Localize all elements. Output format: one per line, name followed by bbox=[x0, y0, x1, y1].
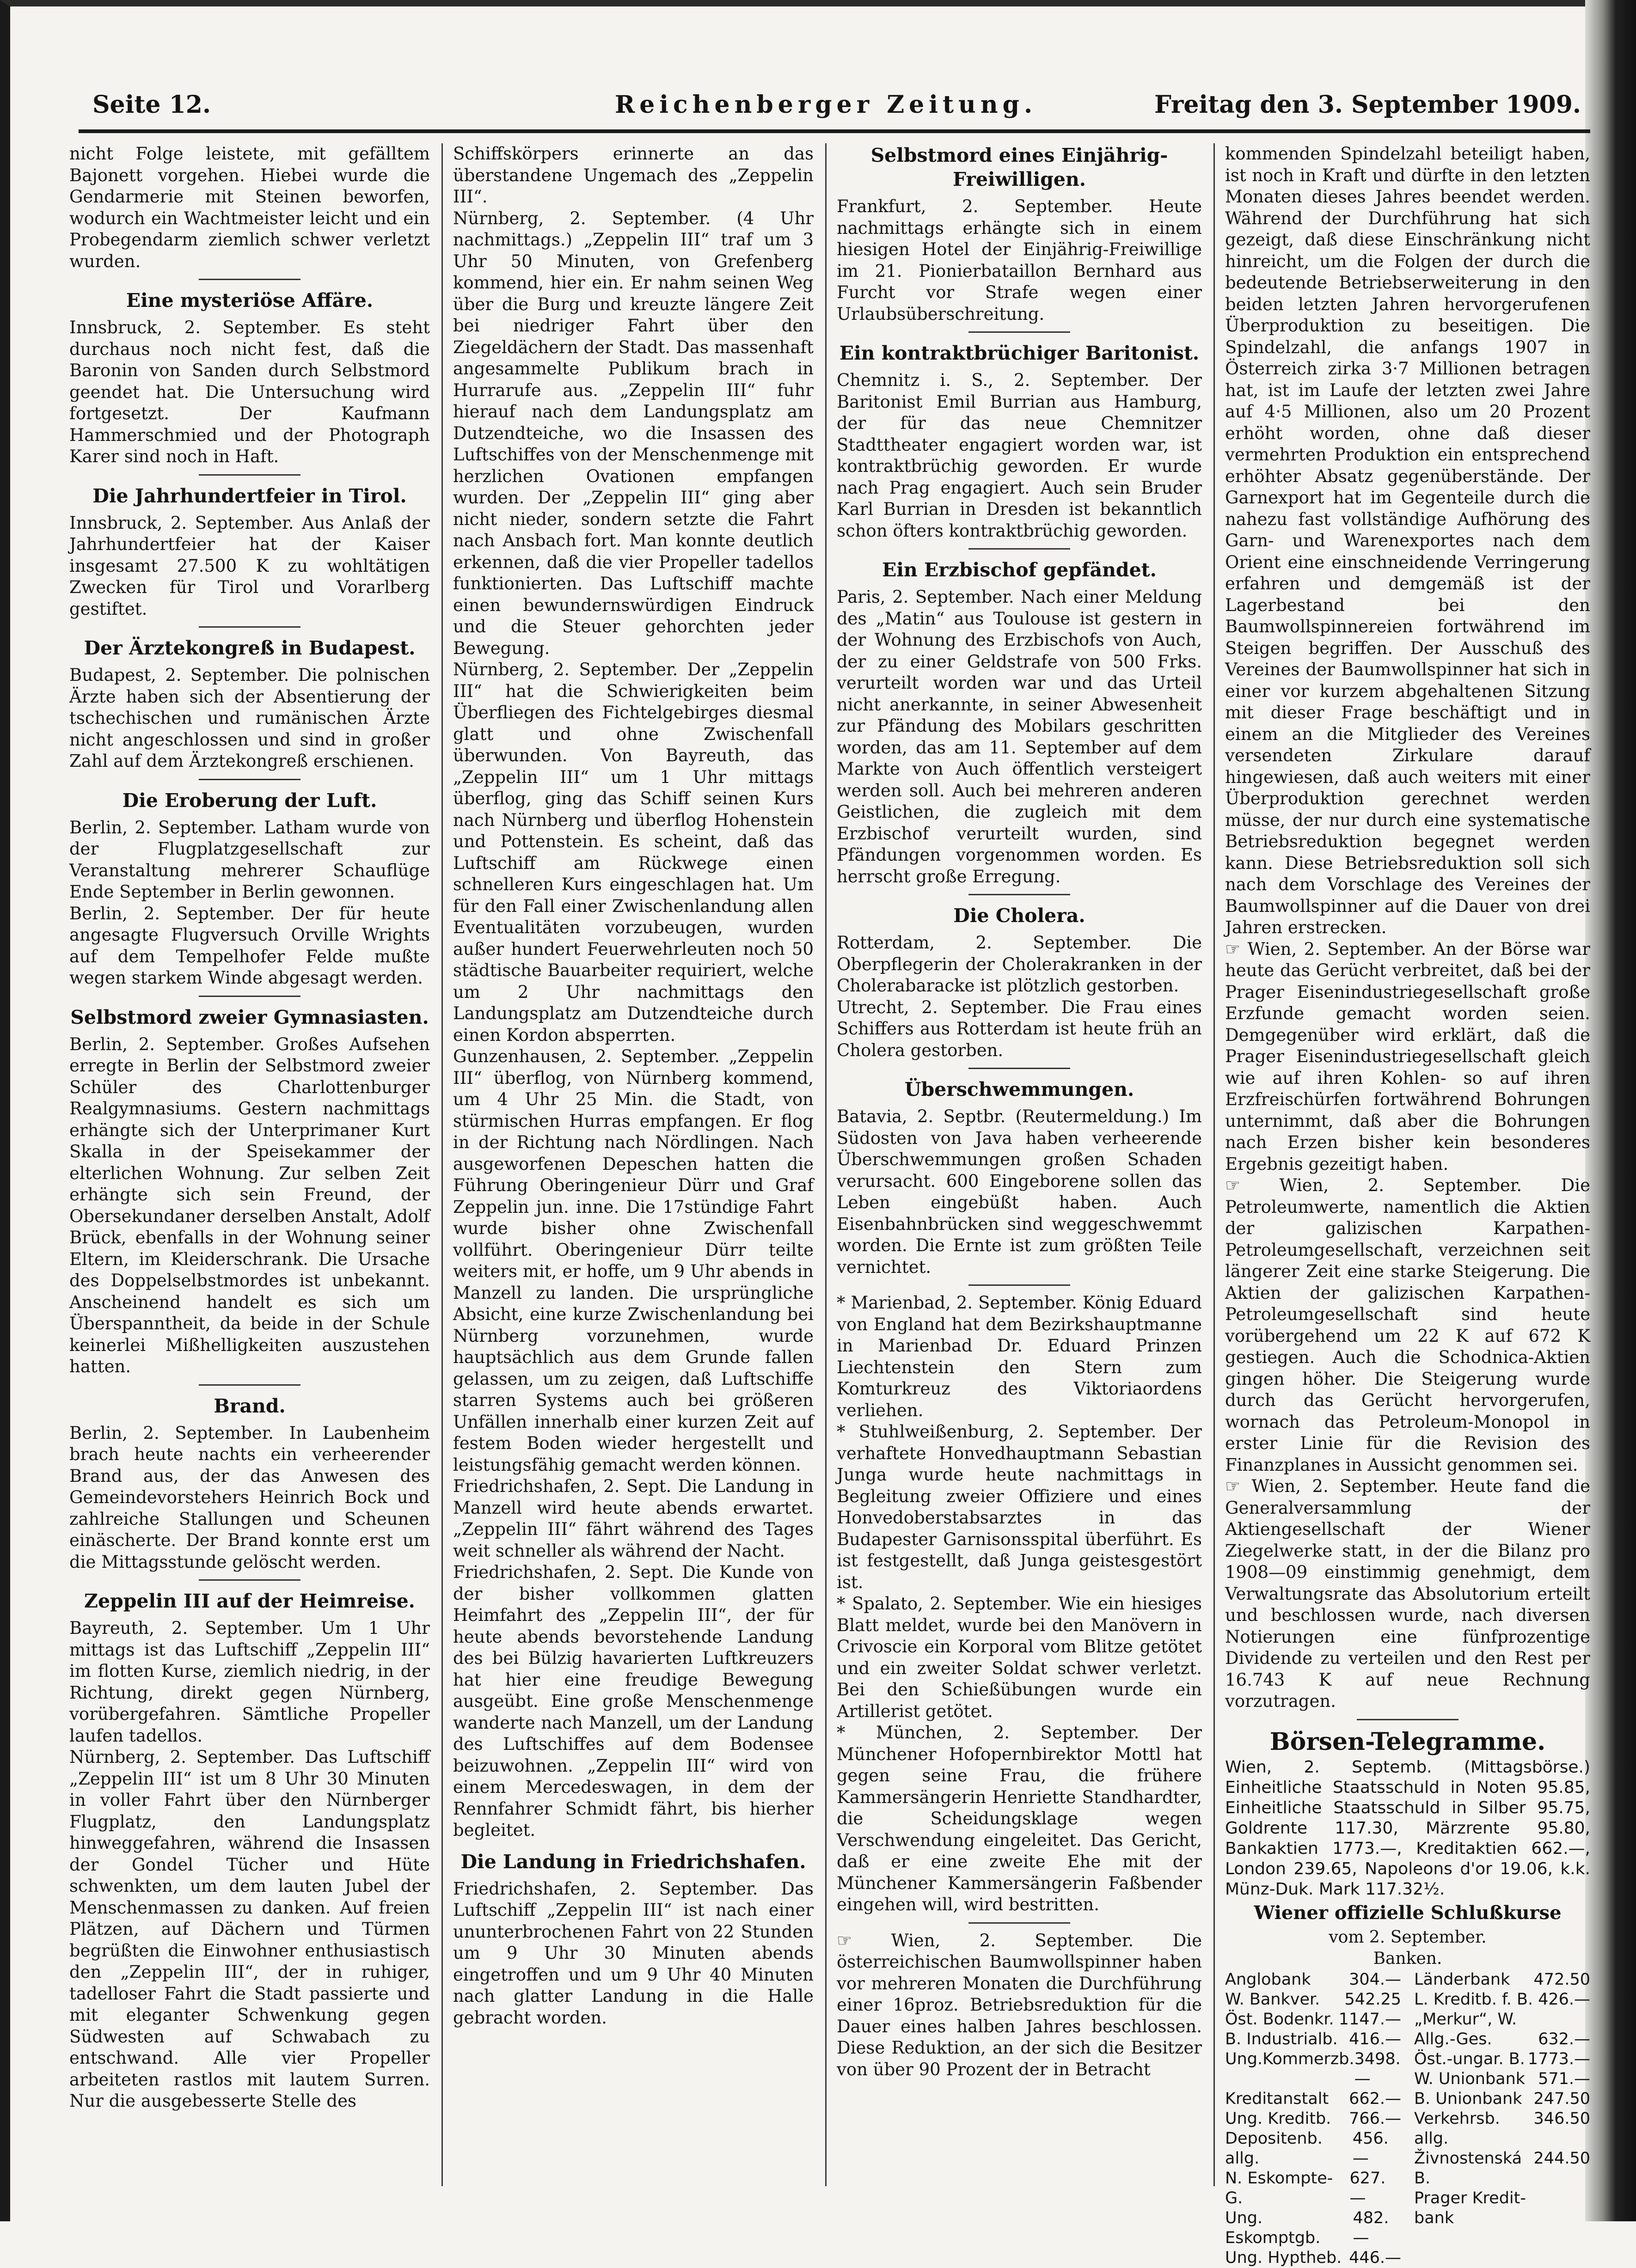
kurs-value: 472.50 bbox=[1533, 1970, 1590, 1989]
kurs-name: bank bbox=[1414, 2208, 1454, 2227]
article-text: Berlin, 2. September. Großes Aufsehen erregte in Berlin der Selbstmord zweier Schüler des Charlottenburger Realgymnasiums. Gestern nachmittags erhängte sich der Unterprimaner Kurt Skalla in der Speisekammer der elterlichen Wohnung. Zur selben Zeit erhängte sich sein Freund, der Obersekundaner derselben Anstalt, Adolf Brück, ebenfalls in der Wohnung seiner Eltern, im Kleiderschrank. Die Ursache des Doppelselbstmordes ist unbekannt. Anscheinend handelt es sich um Überspanntheit, da beide in der Schule keinerlei Mißhelligkeiten auszustehen hatten. bbox=[69, 1034, 430, 1376]
kurs-value: 346.50 bbox=[1533, 2109, 1590, 2128]
kurs-value: 446.— bbox=[1349, 2248, 1401, 2267]
kurs-value: 482.— bbox=[1353, 2208, 1389, 2247]
article-text: Paris, 2. September. Nach einer Meldung des „Matin“ aus Toulouse ist gestern in der Wohnung des Erzbischofs von Auch, der zu einer Geldstrafe von 500 Frks. verurteilt worden war und das Urteil nicht anerkannte, in seiner Abwesenheit zur Pfändung des Mobilars geschritten worden, das am 11. September auf dem Markte von Auch öffentlich versteigert werden soll. Auch bei mehreren anderen Geistlichen, die zugleich mit dem Erzbischof verurteilt wurden, sind Pfändungen vorgenommen worden. Es herrscht große Erregung. bbox=[837, 587, 1202, 886]
kurs-name: Allg.-Ges. bbox=[1414, 2030, 1492, 2048]
article-text: ☞ Wien, 2. September. Heute fand die Generalversammlung der Aktiengesellschaft der Wiener Ziegelwerke statt, in der die Bilanz pro 1908—09 einstimmig genehmigt, dem Verwaltungsrate das Absolutorium erteilt und beschlossen wurde, nach diversen Notierungen eine fünfprozentige Dividende zu verteilen und den Rest per 16.743 K auf neue Rechnung vorzutragen. bbox=[1225, 1476, 1590, 1711]
column-1 bbox=[69, 143, 430, 2186]
column-4 bbox=[1225, 143, 1590, 2267]
divider bbox=[199, 474, 300, 476]
article-text: * Marienbad, 2. September. König Eduard von England hat dem Bezirkshauptmanne in Marienbad Dr. Eduard Prinzen Liechtenstein den Stern zum Komturkreuz des Viktoriaordens verliehen. bbox=[837, 1293, 1202, 1420]
kurs-name: L. Kreditb. f. B. bbox=[1414, 1990, 1533, 2009]
kurs-name: „Merkur“, W. bbox=[1414, 2010, 1517, 2029]
kurs-name: Verkehrsb. allg. bbox=[1414, 2109, 1500, 2148]
article-text: Utrecht, 2. September. Die Frau eines Schiffers aus Rotterdam ist heute früh an Cholera gestorben. bbox=[837, 997, 1202, 1060]
article-text: Berlin, 2. September. Der für heute angesagte Flugversuch Orville Wrights auf dem Tempelhofer Felde mußte wegen starkem Winde abgesagt werden. bbox=[69, 903, 430, 988]
divider bbox=[199, 996, 300, 997]
divider bbox=[1357, 1719, 1458, 1720]
article-title: Selbstmord zweier Gymnasiasten. bbox=[70, 1006, 429, 1028]
kurs-name: N. Eskompte-G. bbox=[1225, 2169, 1333, 2207]
divider bbox=[968, 548, 1070, 550]
column-rule bbox=[441, 143, 443, 2186]
kurs-row bbox=[1225, 1990, 1401, 2010]
column-2 bbox=[453, 143, 814, 2186]
kurs-row bbox=[1414, 2049, 1590, 2069]
kurs-table bbox=[1225, 1970, 1590, 2268]
divider bbox=[968, 894, 1070, 895]
kurs-value: 304.— bbox=[1349, 1970, 1401, 1989]
kurs-value: 542.25 bbox=[1344, 1990, 1401, 2009]
kurs-row bbox=[1414, 2010, 1590, 2030]
kurs-row bbox=[1414, 2089, 1590, 2109]
column-rule bbox=[825, 143, 827, 2186]
article-title: Zeppelin III auf der Heimreise. bbox=[84, 1590, 415, 1612]
kurs-value: 1773.— bbox=[1527, 2049, 1590, 2068]
kurs-row bbox=[1414, 1970, 1590, 1990]
kurs-value: 416.— bbox=[1349, 2030, 1401, 2048]
kurs-title: Wiener offizielle Schlußkurse bbox=[1254, 1902, 1562, 1924]
article-text: Friedrichshafen, 2. Sept. Die Landung in Manzell wird heute abends erwartet. „Zeppelin III“ fährt während des Tages weit schneller als während der Nacht. bbox=[453, 1476, 814, 1561]
article-text: nicht Folge leistete, mit gefälltem Bajonett vorgehen. Hiebei wurde die Gendarmerie mit Steinen beworfen, wodurch ein Wachtmeister leicht und ein Probegendarm ziemlich schwer verletzt wurden. bbox=[69, 144, 430, 271]
article-text: Friedrichshafen, 2. September. Das Luftschiff „Zeppelin III“ ist nach einer ununterbrochenen Fahrt von 22 Stunden um 9 Uhr 30 Minuten abends eingetroffen und um 9 Uhr 40 Minuten nach glatter Landung in die Halle gebracht worden. bbox=[453, 1878, 814, 2028]
article-text: Schiffskörpers erinnerte an das überstandene Ungemach des „Zeppelin III“. bbox=[453, 144, 814, 207]
article-title: Die Cholera. bbox=[953, 905, 1085, 927]
article-text: Nürnberg, 2. September. (4 Uhr nachmittags.) „Zeppelin III“ traf um 3 Uhr 50 Minuten, von Grefenberg kommend, hier ein. Er nahm seinen Weg über die Burg und kreuzte längere Zeit bei niedriger Fahrt über den Ziegeldächern der Stadt. Das massenhaft angesammelte Publikum brach in Hurrarufe aus. „Zeppelin III“ fuhr hierauf nach dem Landungsplatz am Dutzendteiche, wo die Insassen des Luftschiffes von der Menschenmenge mit herzlichen Ovationen empfangen wurden. Der „Zeppelin III“ ging aber nicht nieder, sondern setzte die Fahrt nach Ansbach fort. Man konnte deutlich erkennen, daß die vier Propeller tadellos funktionierten. Das Luftschiff machte einen bewundernswürdigen Eindruck und die Steuer gehorchten jeder Bewegung. bbox=[453, 208, 814, 658]
boerse-text: Wien, 2. Septemb. (Mittagsbörse.) Einheitliche Staatsschuld in Noten 95.85, Einheitliche Staatsschuld in Silber 95.75, Goldrente 117.30, Märzrente 95.80, Bankaktien 1773.—, Kreditaktien 662.—, London 239.65, Napoleons d'or 19.06, k.k. Münz-Duk. Mark 117.32½. bbox=[1225, 1758, 1590, 1899]
boerse-title: Börsen-Telegramme. bbox=[1269, 1727, 1546, 1756]
article-text: Friedrichshafen, 2. Sept. Die Kunde von der bisher vollkommen glatten Heimfahrt des „Zeppelin III“, der für heute abends bevorstehende Landung des bei Bülzig havarierten Luftkreuzers hat hier eine freudige Bewegung ausgeübt. Eine große Menschenmenge wanderte nach Manzell, um der Landung des Luftschiffes auf dem Bodensee beizuwohnen. „Zeppelin III“ wird von einem Mercedeswagen, in dem der Rennfahrer Schmidt fährt, bis hierher begleitet. bbox=[453, 1562, 814, 1840]
article-text: * Spalato, 2. September. Wie ein hiesiges Blatt meldet, wurde bei den Manövern in Crivoscie ein Korporal vom Blitze getötet und ein zweiter Soldat schwer verletzt. Bei den Schießübungen wurde ein Artillerist getötet. bbox=[837, 1594, 1202, 1721]
article-title: Überschwemmungen. bbox=[904, 1078, 1134, 1100]
kurs-name: Ung.Kommerzb. bbox=[1225, 2049, 1354, 2068]
kurs-value: 247.50 bbox=[1533, 2089, 1590, 2108]
kurs-date: vom 2. September. bbox=[1329, 1927, 1487, 1947]
column-3 bbox=[837, 143, 1202, 2186]
article-text: Nürnberg, 2. September. Das Luftschiff „Zeppelin III“ ist um 8 Uhr 30 Minuten in voller Fahrt über den Nürnberger Flugplatz, den Landungsplatz hinweggefahren, während die Insassen der Gondel Tücher und Hüte schwenkten, um dem lauten Jubel der Menschenmassen zu danken. Auf freien Plätzen, auf Dächern und Türmen begrüßten die Einwohner enthusiastisch den „Zeppelin III“, der in ruhiger, tadelloser Fahrt die Stadt passierte und mit eleganter Schwenkung gegen Südwesten auf Schwabach zu entschwand. Alle vier Propeller arbeiteten rastlos mit lautem Surren. Nur die ausgebesserte Stelle des bbox=[69, 1747, 430, 2111]
divider bbox=[199, 279, 300, 280]
kurs-column-left bbox=[1225, 1970, 1401, 2268]
divider bbox=[968, 1068, 1070, 1069]
kurs-name: B. Industrialb. bbox=[1225, 2030, 1338, 2048]
kurs-value: 766.— bbox=[1349, 2109, 1401, 2128]
kurs-row bbox=[1414, 2189, 1590, 2208]
kurs-name: Länderbank bbox=[1414, 1970, 1510, 1989]
divider bbox=[199, 1579, 300, 1581]
kurs-row bbox=[1225, 2049, 1401, 2089]
kurs-value: 662.— bbox=[1349, 2089, 1401, 2108]
kurs-value: 3498.— bbox=[1354, 2049, 1401, 2088]
article-text: Gunzenhausen, 2. September. „Zeppelin III“ überflog, von Nürnberg kommend, um 4 Uhr 25 Min. die Stadt, von stürmischen Hurras empfangen. Er flog in der Richtung nach Nördlingen. Nach ausgeworfenen Depeschen hatten die Führung Oberingenieur Dürr und Graf Zeppelin jun. inne. Die 17stündige Fahrt wurde bisher ohne Zwischenfall vollführt. Oberingenieur Dürr teilte weiters mit, er hoffe, um 9 Uhr abends in Manzell zu landen. Die ursprüngliche Absicht, eine kurze Zwischenlandung bei Nürnberg vorzunehmen, wurde hauptsächlich aus dem Grunde fallen gelassen, um zu zeigen, daß Luftschiffe starren Systems auch bei größeren Unfällen innerhalb einer kurzen Zeit auf festem Boden wieder hergestellt und leistungsfähig gemacht werden können. bbox=[453, 1046, 814, 1475]
article-title: Die Jahrhundertfeier in Tirol. bbox=[92, 484, 407, 507]
kurs-name: Ung. Kreditb. bbox=[1225, 2109, 1331, 2128]
kurs-value: 1147.— bbox=[1338, 2010, 1401, 2029]
newspaper-title: Reichenberger Zeitung. bbox=[615, 91, 1037, 119]
article-text: * Stuhlweißenburg, 2. September. Der verhaftete Honvedhauptmann Sebastian Junga wurde heute nachmittags in Begleitung zweier Offiziere und eines Honvedoberstabsarztes in das Budapester Garnisonsspital überführt. Es ist festgestellt, daß Junga geistesgestört ist. bbox=[837, 1422, 1202, 1592]
kurs-name: W. Bankver. bbox=[1225, 1990, 1320, 2009]
article-text: Chemnitz i. S., 2. September. Der Baritonist Emil Burrian aus Hamburg, der für das neue Chemnitzer Stadttheater engagiert worden war, ist kontraktbrüchig geworden. Er wurde nach Prag engagiert. Auch sein Bruder Karl Burrian in Dresden ist bekanntlich schon öfters kontraktbrüchig geworden. bbox=[837, 370, 1202, 541]
divider bbox=[968, 1284, 1070, 1286]
article-title: Ein kontraktbrüchiger Baritonist. bbox=[839, 342, 1200, 364]
kurs-value: 426.— bbox=[1538, 1990, 1590, 2009]
article-title: Die Eroberung der Luft. bbox=[122, 789, 377, 812]
kurs-row bbox=[1414, 2069, 1590, 2089]
article-title: Selbstmord eines Einjährig-Freiwilligen. bbox=[870, 144, 1168, 190]
kurs-name: Ung. Hyptheb. bbox=[1225, 2248, 1342, 2267]
kurs-name: Živnostenská B. bbox=[1414, 2149, 1522, 2188]
divider bbox=[199, 779, 300, 780]
kurs-column-right bbox=[1414, 1970, 1590, 2268]
newspaper-page bbox=[69, 69, 1590, 2267]
article-text: Nürnberg, 2. September. Der „Zeppelin III“ hat die Schwierigkeiten beim Überfliegen des Fichtelgebirges diesmal glatt und ohne Zwischenfall überwunden. Von Bayreuth, das „Zeppelin III“ um 1 Uhr mittags überflog, ging das Schiff seinen Kurs nach Nürnberg und überflog Hohenstein und Pottenstein. Es scheint, daß das Luftschiff am Rückwege einen schnelleren Kurs eingeschlagen hat. Um für den Fall einer Zwischenlandung allen Eventualitäten vorzubeugen, wurden außer hundert Feuerwehrleuten noch 50 städtische Bauarbeiter requiriert, welche um 2 Uhr nachmittags den Landungsplatz am Dutzendteiche durch einen Kordon absperrten. bbox=[453, 660, 814, 1045]
kurs-name: Kreditanstalt bbox=[1225, 2089, 1329, 2108]
kurs-value: 632.— bbox=[1538, 2030, 1590, 2048]
kurs-row bbox=[1225, 2089, 1401, 2109]
article-text: Frankfurt, 2. September. Heute nachmittags erhängte sich in einem hiesigen Hotel der Einjährig-Freiwillige im 21. Pionierbataillon Bernhard aus Furcht vor Strafe wegen einer Urlaubsüberschreitung. bbox=[837, 196, 1202, 324]
article-title: Eine mysteriöse Affäre. bbox=[126, 289, 374, 312]
kurs-row bbox=[1414, 1990, 1590, 2010]
kurs-name: Prager Kredit- bbox=[1414, 2189, 1526, 2207]
divider bbox=[968, 1922, 1070, 1924]
article-text: ☞ Wien, 2. September. An der Börse war heute das Gerücht verbreitet, daß bei der Prager Eisenindustriegesellschaft große Erzfunde gemacht worden seien. Demgegenüber wird erklärt, daß die Prager Eisenindustriegesellschaft gleich wie auf ihren Kohlen- so auf ihren Erzfreischürfen fortwährend Bohrungen unternimmt, daß aber die Bohrungen nach Erzen bisher kein besonderes Ergebnis gezeitigt haben. bbox=[1225, 939, 1590, 1174]
kurs-row bbox=[1225, 2030, 1401, 2049]
header-rule bbox=[79, 129, 1590, 133]
kurs-name: B. Unionbank bbox=[1414, 2089, 1522, 2108]
kurs-value: 571.— bbox=[1538, 2069, 1590, 2088]
article-title: Brand. bbox=[214, 1394, 286, 1417]
article-title: Ein Erzbischof gepfändet. bbox=[882, 559, 1157, 581]
kurs-name: Öst. Bodenkr. bbox=[1225, 2010, 1334, 2029]
kurs-row bbox=[1414, 2208, 1590, 2228]
kurs-name: Depositenb. allg. bbox=[1225, 2129, 1323, 2168]
kurs-row bbox=[1225, 2109, 1401, 2129]
issue-date: Freitag den 3. September 1909. bbox=[1154, 91, 1581, 119]
kurs-section: Banken. bbox=[1373, 1949, 1442, 1968]
page-number: Seite 12. bbox=[92, 91, 211, 119]
article-text: Berlin, 2. September. In Laubenheim brach heute nachts ein verheerender Brand aus, der das Anwesen des Gemeindevorstehers Heinrich Bock und zahlreiche Stallungen und Scheunen einäscherte. Der Brand konnte erst um die Mittagsstunde gelöscht werden. bbox=[69, 1423, 430, 1572]
article-text: ☞ Wien, 2. September. Die Petroleumwerte, namentlich die Aktien der galizischen Karpathen-Petroleumgesellschaft, verzeichnen seit längerer Zeit eine starke Steigerung. Die Aktien der galizischen Karpathen-Petroleumgesellschaft sind heute vorübergehend um 22 K auf 672 K gestiegen. Auch die Schodnica-Aktien gingen höher. Die Steigerung wurde durch das Gerücht hervorgerufen, wornach das Petroleum-Monopol in erster Linie für die Revision des Finanzplanes in Aussicht genommen sei. bbox=[1225, 1175, 1590, 1475]
kurs-value: 244.50 bbox=[1533, 2149, 1590, 2168]
kurs-row bbox=[1225, 2010, 1401, 2030]
kurs-name: Ung. Eskomptgb. bbox=[1225, 2208, 1321, 2247]
article-title: Die Landung in Friedrichshafen. bbox=[460, 1850, 806, 1873]
page-header bbox=[69, 91, 1590, 132]
article-text: Bayreuth, 2. September. Um 1 Uhr mittags ist das Luftschiff „Zeppelin III“ im flotten Kurse, ziemlich niedrig, in der Richtung, direkt gegen Nürnberg, vorübergefahren. Sämtliche Propeller laufen tadellos. bbox=[69, 1618, 430, 1746]
article-title: Der Ärztekongreß in Budapest. bbox=[84, 637, 416, 659]
article-text: Budapest, 2. September. Die polnischen Ärzte haben sich der Absentierung der tschechischen und rumänischen Ärzte nicht angeschlossen und sind in großer Zahl auf dem Ärztekongreß erschienen. bbox=[69, 665, 430, 771]
kurs-row bbox=[1414, 2109, 1590, 2149]
column-rule bbox=[1213, 143, 1215, 2186]
kurs-value: 627.— bbox=[1349, 2169, 1386, 2207]
kurs-row bbox=[1225, 1970, 1401, 1990]
article-text: Innsbruck, 2. September. Es steht durchaus noch nicht fest, daß die Baronin von Sanden durch Selbstmord geendet hat. Die Untersuchung wird fortgesetzt. Der Kaufmann Hammerschmied und der Photograph Karer sind noch in Haft. bbox=[69, 318, 430, 466]
divider bbox=[968, 331, 1070, 333]
kurs-name: Öst.-ungar. B. bbox=[1414, 2049, 1525, 2068]
kurs-row bbox=[1225, 2129, 1401, 2169]
kurs-name: Anglobank bbox=[1225, 1970, 1311, 1989]
article-text: Innsbruck, 2. September. Aus Anlaß der Jahrhundertfeier hat der Kaiser insgesamt 27.500 K zu wohltätigen Zwecken für Tirol und Vorarlberg gestiftet. bbox=[69, 513, 430, 619]
article-text: Berlin, 2. September. Latham wurde von der Flugplatzgesellschaft zur Veranstaltung mehrerer Schauflüge Ende September in Berlin gewonnen. bbox=[69, 817, 430, 902]
scan-right-edge bbox=[1585, 0, 1636, 2221]
kurs-name: W. Unionbank bbox=[1414, 2069, 1526, 2088]
divider bbox=[199, 1384, 300, 1386]
kurs-row bbox=[1225, 2248, 1401, 2268]
kurs-row bbox=[1414, 2030, 1590, 2049]
article-text: kommenden Spindelzahl beteiligt haben, ist noch in Kraft und dürfte in den letzten Monaten dieses Jahres beendet werden. Während der Durchführung hat sich gezeigt, daß diese Einschränkung nicht hinreicht, um die Folgen der durch die bedeutende Betriebserweiterung in den beiden letzten Jahren hervorgerufenen Überproduktion zu beseitigen. Die Spindelzahl, die anfangs 1907 in Österreich zirka 3·7 Millionen betragen hat, ist im Laufe der letzten zwei Jahre auf 4·5 Millionen, also um 20 Prozent erhöht worden, ohne daß dieser vermehrten Produktion ein entsprechend erhöhter Absatz gegenüberstände. Der Garnexport hat im Gegenteile durch die nahezu fast vollständige Aufhörung des Garn- und Warenexportes nach dem Orient eine einschneidende Verringerung erfahren und demgemäß ist der Lagerbestand bei den Baumwollspinnereien fortwährend im Steigen begriffen. Der Ausschuß des Vereines der Baumwollspinner hat sich in einer vor kurzem abgehaltenen Sitzung mit dieser Frage beschäftigt und in einem an die Mitglieder des Vereines versendeten Zirkulare darauf hingewiesen, daß auch weiters mit einer Überproduktion gerechnet werden müsse, der nur durch eine systematische Betriebsreduktion begegnet werden kann. Diese Betriebsreduktion soll sich nach dem Vorschlage des Vereines der Baumwollspinner auf die Dauer von drei Jahren erstrecken. bbox=[1225, 144, 1590, 937]
kurs-value: 456.— bbox=[1352, 2129, 1389, 2168]
kurs-row bbox=[1225, 2208, 1401, 2248]
article-text: ☞ Wien, 2. September. Die österreichischen Baumwollspinner haben vor mehreren Monaten die Durchführung einer 16proz. Betriebsreduktion für die Dauer eines halben Jahres beschlossen. Diese Reduktion, an der sich die Besitzer von über 90 Prozent der in Betracht bbox=[837, 1930, 1202, 2079]
kurs-row bbox=[1414, 2149, 1590, 2189]
article-text: Rotterdam, 2. September. Die Oberpflegerin der Cholerakranken in der Cholerabaracke ist plötzlich gestorben. bbox=[837, 933, 1202, 996]
article-text: Batavia, 2. Septbr. (Reutermeldung.) Im Südosten von Java haben verheerende Überschwemmungen großen Schaden verursacht. 600 Eingeborene sollen das Leben eingebüßt haben. Auch Eisenbahnbrücken sind weggeschwemmt worden. Die Ernte ist zum größten Teile vernichtet. bbox=[837, 1106, 1202, 1277]
kurs-row bbox=[1225, 2169, 1401, 2208]
divider bbox=[199, 626, 300, 628]
article-text: * München, 2. September. Der Münchener Hofopernbirektor Mottl hat gegen seine Frau, die frühere Kammersängerin Henriette Standhardter, die Scheidungsklage wegen Verschwendung eingeleitet. Das Gericht, daß er eine zweite Ehe mit der Münchener Kammersängerin Faßbender eingehen will, wird bestritten. bbox=[837, 1723, 1202, 1914]
